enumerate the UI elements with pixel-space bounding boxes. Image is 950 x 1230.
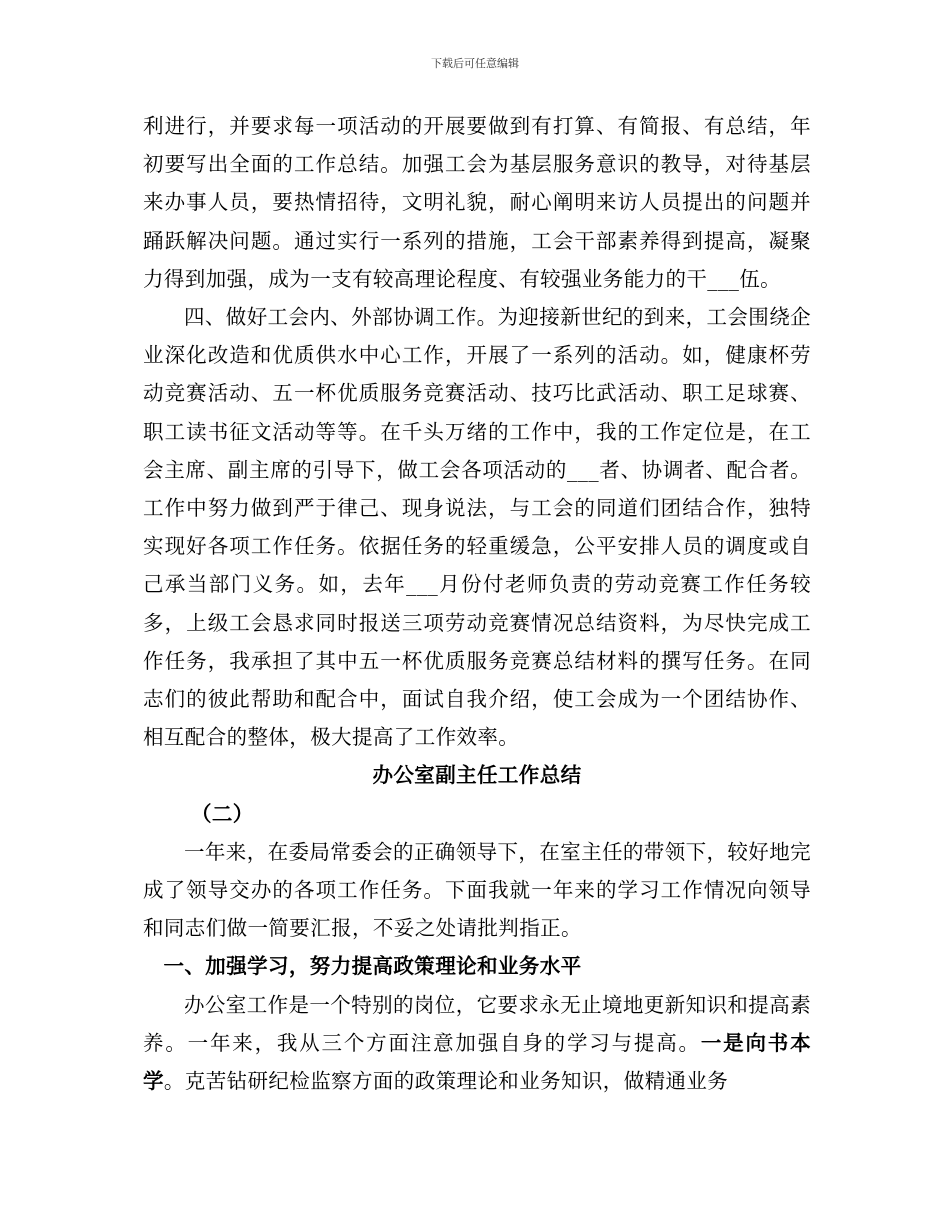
paragraph-1: 利进行，并要求每一项活动的开展要做到有打算、有简报、有总结，年初要写出全面的工作总结。加强工会为基层服务意识的教导，对待基层来办事人员，要热情招待，文明礼貌，耐心阐明来访人员提出的问题并踊跃解决问题。通过实行一系列的措施，工会干部素养得到提高，凝聚力得到加强，成为一支有较高理论程度、有较强业务能力的干___伍。 xyxy=(143,114,811,291)
heading-1: 一、加强学习，努力提高政策理论和业务水平 xyxy=(163,954,582,979)
paragraph-2: 四、做好工会内、外部协调工作。为迎接新世纪的到来，工会围绕企业深化改造和优质供水中心工作，开展了一系列的活动。如，健康杯劳动竞赛活动、五一杯优质服务竞赛活动、技巧比武活动、职工足球赛、职工读书征文活动等等。在千头万绪的工作中，我的工作定位是，在工会主席、副主席的引导下，做工会各项活动的___者、协调者、配合者。工作中努力做到严于律己、现身说法，与工会的同道们团结合作，独特实现好各项工作任务。依据任务的轻重缓急，公平安排人员的调度或自己承当部门义务。如，去年___月份付老师负责的劳动竞赛工作任务较多，上级工会恳求同时报送三项劳动竞赛情况总结资料，为尽快完成工作任务，我承担了其中五一杯优质服务竞赛总结材料的撰写任务。在同志们的彼此帮助和配合中，面试自我介绍，使工会成为一个团结协作、相互配合的整体，极大提高了工作效率。 xyxy=(143,305,811,750)
section-title: 办公室副主任工作总结 xyxy=(372,763,582,788)
paragraph-4-start: 办公室工作是一个特别的岗位，它要求永无止境地更新知识和提高素养。一年来，我从三个方面注意加强自身的学习与提高。 xyxy=(143,992,811,1055)
page-header: 下载后可任意编辑 xyxy=(431,57,519,70)
paragraph-4-end: 。克苦钻研纪检监察方面的政策理论和业务知识，做精通业务 xyxy=(163,1069,729,1094)
section-subtitle: （二） xyxy=(191,801,254,826)
paragraph-4-bold: 一是向书本学 xyxy=(143,1030,811,1094)
document-body xyxy=(143,107,811,1100)
paragraph-4 xyxy=(143,986,811,1101)
paragraph-3: 一年来，在委局常委会的正确领导下，在室主任的带领下，较好地完成了领导交办的各项工作任务。下面我就一年来的学习工作情况向领导和同志们做一简要汇报，不妥之处请批判指正。 xyxy=(143,839,811,941)
